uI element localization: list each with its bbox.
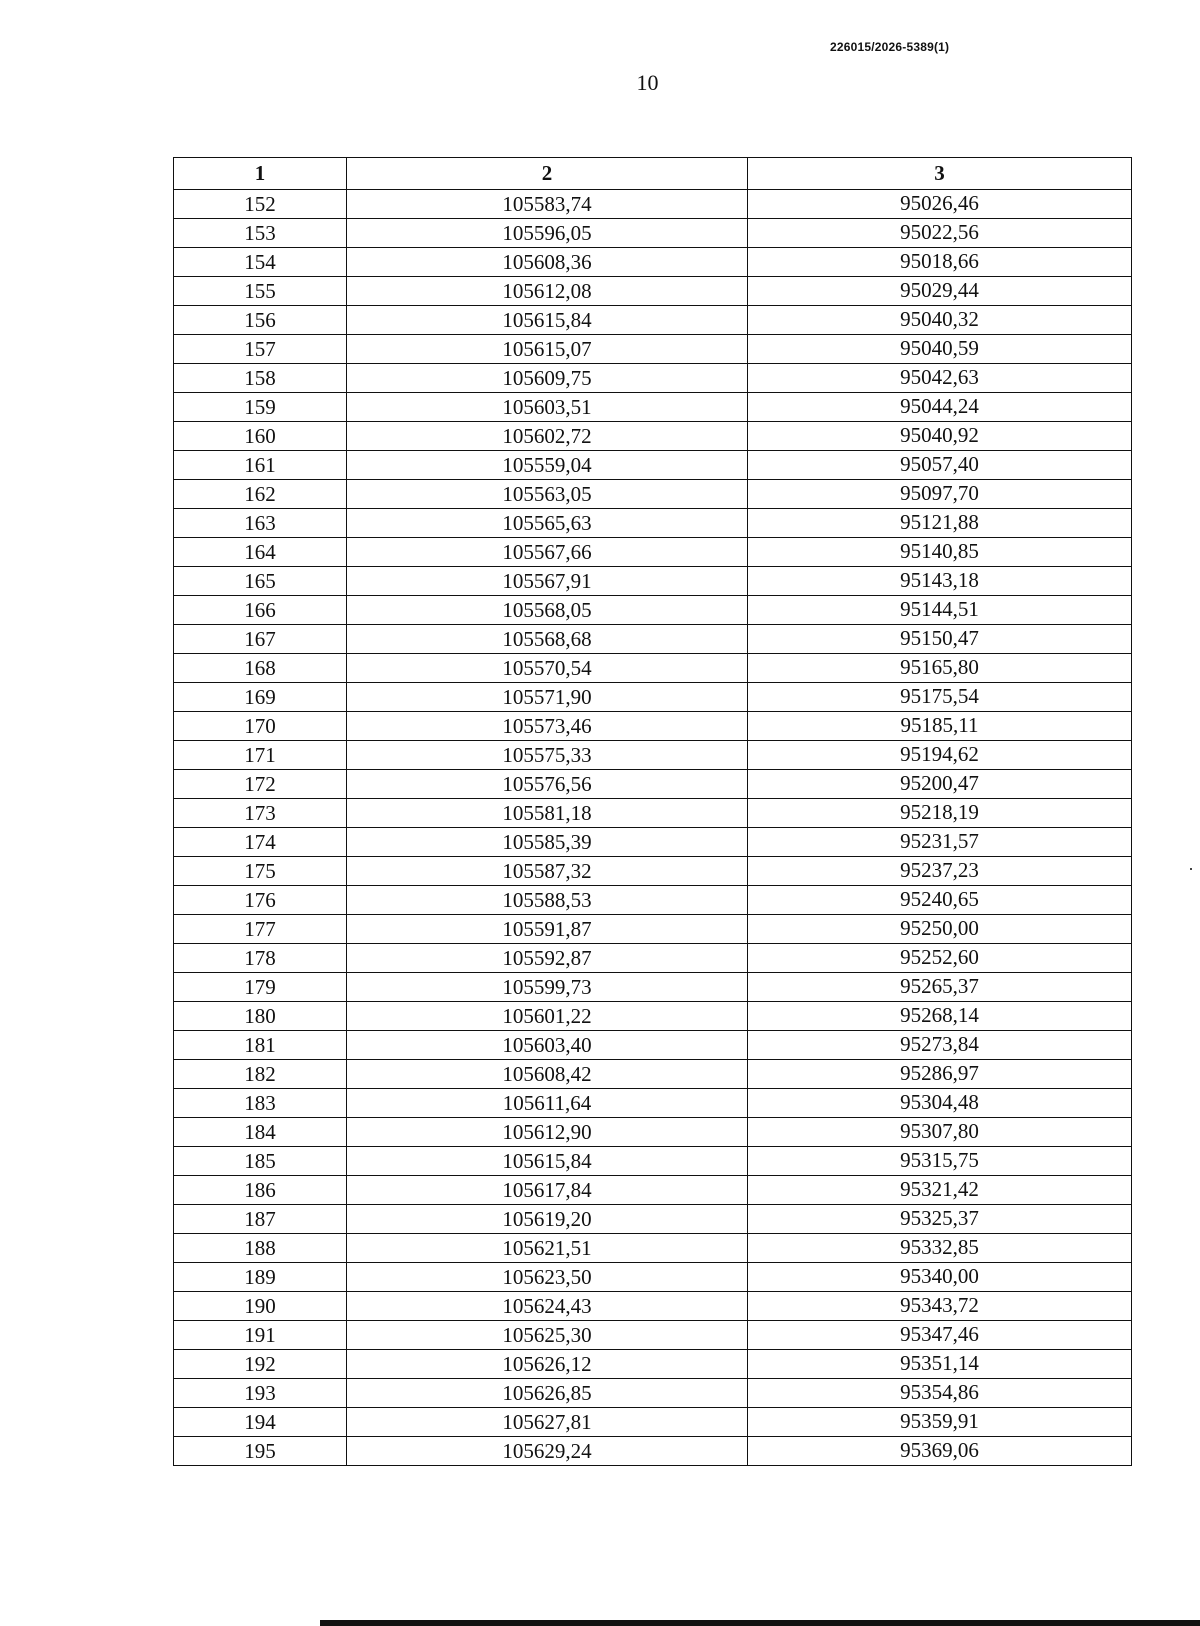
- table-row: [174, 1002, 1132, 1031]
- table-cell-col-2: 105559,04: [347, 451, 748, 480]
- table-cell-col-2: 105601,22: [347, 1002, 748, 1031]
- column-header-2: 2: [347, 158, 748, 190]
- table-cell-col-1: 195: [174, 1437, 347, 1466]
- table-cell-col-3: 95140,85: [748, 538, 1132, 567]
- table-row: [174, 741, 1132, 770]
- table-cell-col-3: 95057,40: [748, 451, 1132, 480]
- table-cell-col-2: 105615,84: [347, 1147, 748, 1176]
- table-row: [174, 306, 1132, 335]
- table-cell-col-3: 95144,51: [748, 596, 1132, 625]
- table-cell-col-1: 156: [174, 306, 347, 335]
- table-cell-col-2: 105567,91: [347, 567, 748, 596]
- table-cell-col-2: 105612,08: [347, 277, 748, 306]
- table-cell-col-2: 105565,63: [347, 509, 748, 538]
- table-cell-col-2: 105615,84: [347, 306, 748, 335]
- table-cell-col-2: 105603,40: [347, 1031, 748, 1060]
- table-cell-col-3: 95315,75: [748, 1147, 1132, 1176]
- table-row: [174, 190, 1132, 219]
- table-cell-col-3: 95143,18: [748, 567, 1132, 596]
- table-cell-col-3: 95351,14: [748, 1350, 1132, 1379]
- table-cell-col-1: 181: [174, 1031, 347, 1060]
- table-row: [174, 625, 1132, 654]
- table-cell-col-1: 186: [174, 1176, 347, 1205]
- table-cell-col-3: 95240,65: [748, 886, 1132, 915]
- table-row: [174, 1176, 1132, 1205]
- table-row: [174, 335, 1132, 364]
- table-cell-col-3: 95029,44: [748, 277, 1132, 306]
- table-cell-col-3: 95307,80: [748, 1118, 1132, 1147]
- table-cell-col-2: 105603,51: [347, 393, 748, 422]
- table-cell-col-1: 174: [174, 828, 347, 857]
- table-cell-col-2: 105599,73: [347, 973, 748, 1002]
- table-cell-col-2: 105611,64: [347, 1089, 748, 1118]
- table-row: [174, 654, 1132, 683]
- table-cell-col-2: 105624,43: [347, 1292, 748, 1321]
- table-cell-col-1: 185: [174, 1147, 347, 1176]
- table-cell-col-1: 178: [174, 944, 347, 973]
- document-id: 226015/2026-5389(1): [830, 40, 950, 54]
- table-row: [174, 509, 1132, 538]
- table-cell-col-3: 95121,88: [748, 509, 1132, 538]
- table-cell-col-1: 166: [174, 596, 347, 625]
- table-cell-col-2: 105573,46: [347, 712, 748, 741]
- table-row: [174, 538, 1132, 567]
- table-cell-col-1: 193: [174, 1379, 347, 1408]
- table-row: [174, 248, 1132, 277]
- table-cell-col-2: 105587,32: [347, 857, 748, 886]
- table-row: [174, 219, 1132, 248]
- table-row: [174, 422, 1132, 451]
- table-cell-col-2: 105596,05: [347, 219, 748, 248]
- table-cell-col-3: 95343,72: [748, 1292, 1132, 1321]
- table-row: [174, 828, 1132, 857]
- table-cell-col-1: 165: [174, 567, 347, 596]
- table-cell-col-1: 152: [174, 190, 347, 219]
- table-cell-col-1: 194: [174, 1408, 347, 1437]
- table-cell-col-1: 183: [174, 1089, 347, 1118]
- table-cell-col-2: 105571,90: [347, 683, 748, 712]
- scan-speck: [1190, 868, 1192, 870]
- table-row: [174, 683, 1132, 712]
- table-cell-col-2: 105621,51: [347, 1234, 748, 1263]
- table-cell-col-3: 95150,47: [748, 625, 1132, 654]
- table-cell-col-2: 105627,81: [347, 1408, 748, 1437]
- table-cell-col-2: 105623,50: [347, 1263, 748, 1292]
- column-header-1: 1: [174, 158, 347, 190]
- table-cell-col-1: 175: [174, 857, 347, 886]
- table-cell-col-2: 105626,12: [347, 1350, 748, 1379]
- table-cell-col-3: 95022,56: [748, 219, 1132, 248]
- table-cell-col-1: 190: [174, 1292, 347, 1321]
- table-cell-col-3: 95304,48: [748, 1089, 1132, 1118]
- table-cell-col-1: 180: [174, 1002, 347, 1031]
- table-cell-col-2: 105608,36: [347, 248, 748, 277]
- table-cell-col-2: 105617,84: [347, 1176, 748, 1205]
- coordinates-table-container: [173, 157, 1131, 1466]
- table-row: [174, 1118, 1132, 1147]
- table-cell-col-1: 177: [174, 915, 347, 944]
- table-row: [174, 886, 1132, 915]
- table-cell-col-3: 95250,00: [748, 915, 1132, 944]
- table-cell-col-1: 163: [174, 509, 347, 538]
- table-cell-col-3: 95218,19: [748, 799, 1132, 828]
- table-cell-col-1: 162: [174, 480, 347, 509]
- table-row: [174, 1089, 1132, 1118]
- table-cell-col-2: 105629,24: [347, 1437, 748, 1466]
- table-cell-col-1: 179: [174, 973, 347, 1002]
- table-cell-col-3: 95252,60: [748, 944, 1132, 973]
- table-row: [174, 799, 1132, 828]
- table-row: [174, 567, 1132, 596]
- table-cell-col-2: 105588,53: [347, 886, 748, 915]
- table-cell-col-3: 95286,97: [748, 1060, 1132, 1089]
- table-cell-col-3: 95018,66: [748, 248, 1132, 277]
- table-cell-col-3: 95044,24: [748, 393, 1132, 422]
- table-cell-col-2: 105602,72: [347, 422, 748, 451]
- table-cell-col-1: 153: [174, 219, 347, 248]
- table-cell-col-1: 160: [174, 422, 347, 451]
- table-cell-col-2: 105568,68: [347, 625, 748, 654]
- table-cell-col-1: 176: [174, 886, 347, 915]
- table-cell-col-1: 167: [174, 625, 347, 654]
- coordinates-table: [173, 157, 1132, 1466]
- table-cell-col-1: 170: [174, 712, 347, 741]
- table-cell-col-1: 154: [174, 248, 347, 277]
- table-cell-col-3: 95026,46: [748, 190, 1132, 219]
- table-cell-col-1: 159: [174, 393, 347, 422]
- table-row: [174, 596, 1132, 625]
- table-cell-col-1: 171: [174, 741, 347, 770]
- table-cell-col-1: 172: [174, 770, 347, 799]
- table-cell-col-3: 95040,59: [748, 335, 1132, 364]
- table-row: [174, 1379, 1132, 1408]
- table-cell-col-2: 105567,66: [347, 538, 748, 567]
- table-cell-col-3: 95185,11: [748, 712, 1132, 741]
- table-cell-col-2: 105568,05: [347, 596, 748, 625]
- table-cell-col-3: 95369,06: [748, 1437, 1132, 1466]
- table-cell-col-3: 95273,84: [748, 1031, 1132, 1060]
- table-cell-col-2: 105575,33: [347, 741, 748, 770]
- table-cell-col-1: 191: [174, 1321, 347, 1350]
- table-row: [174, 364, 1132, 393]
- table-row: [174, 1408, 1132, 1437]
- table-cell-col-3: 95325,37: [748, 1205, 1132, 1234]
- table-cell-col-2: 105581,18: [347, 799, 748, 828]
- table-row: [174, 1060, 1132, 1089]
- table-cell-col-2: 105609,75: [347, 364, 748, 393]
- table-row: [174, 1437, 1132, 1466]
- table-cell-col-2: 105591,87: [347, 915, 748, 944]
- table-cell-col-3: 95042,63: [748, 364, 1132, 393]
- table-cell-col-2: 105592,87: [347, 944, 748, 973]
- table-cell-col-3: 95359,91: [748, 1408, 1132, 1437]
- table-cell-col-1: 182: [174, 1060, 347, 1089]
- table-cell-col-1: 169: [174, 683, 347, 712]
- table-row: [174, 393, 1132, 422]
- table-row: [174, 1350, 1132, 1379]
- table-row: [174, 1321, 1132, 1350]
- table-row: [174, 1031, 1132, 1060]
- table-row: [174, 915, 1132, 944]
- table-cell-col-2: 105570,54: [347, 654, 748, 683]
- column-header-3: 3: [748, 158, 1132, 190]
- table-body: [174, 190, 1132, 1466]
- table-row: [174, 1147, 1132, 1176]
- table-cell-col-3: 95040,32: [748, 306, 1132, 335]
- table-cell-col-1: 158: [174, 364, 347, 393]
- table-cell-col-3: 95321,42: [748, 1176, 1132, 1205]
- table-cell-col-2: 105608,42: [347, 1060, 748, 1089]
- bottom-scan-edge: [320, 1620, 1200, 1626]
- table-header-row: [174, 158, 1132, 190]
- table-cell-col-3: 95231,57: [748, 828, 1132, 857]
- table-row: [174, 1205, 1132, 1234]
- page-number: 10: [636, 70, 659, 95]
- table-cell-col-3: 95237,23: [748, 857, 1132, 886]
- table-cell-col-1: 173: [174, 799, 347, 828]
- table-cell-col-3: 95165,80: [748, 654, 1132, 683]
- table-cell-col-3: 95040,92: [748, 422, 1132, 451]
- table-cell-col-3: 95265,37: [748, 973, 1132, 1002]
- table-cell-col-3: 95332,85: [748, 1234, 1132, 1263]
- table-cell-col-3: 95194,62: [748, 741, 1132, 770]
- table-row: [174, 277, 1132, 306]
- table-cell-col-3: 95354,86: [748, 1379, 1132, 1408]
- table-row: [174, 1292, 1132, 1321]
- table-cell-col-1: 164: [174, 538, 347, 567]
- table-cell-col-3: 95097,70: [748, 480, 1132, 509]
- table-cell-col-1: 155: [174, 277, 347, 306]
- table-cell-col-2: 105563,05: [347, 480, 748, 509]
- table-row: [174, 451, 1132, 480]
- table-cell-col-3: 95340,00: [748, 1263, 1132, 1292]
- table-cell-col-2: 105576,56: [347, 770, 748, 799]
- table-cell-col-1: 189: [174, 1263, 347, 1292]
- table-cell-col-1: 168: [174, 654, 347, 683]
- table-row: [174, 944, 1132, 973]
- table-cell-col-3: 95200,47: [748, 770, 1132, 799]
- table-cell-col-2: 105612,90: [347, 1118, 748, 1147]
- table-cell-col-2: 105626,85: [347, 1379, 748, 1408]
- table-cell-col-1: 187: [174, 1205, 347, 1234]
- table-cell-col-2: 105615,07: [347, 335, 748, 364]
- table-row: [174, 770, 1132, 799]
- table-cell-col-1: 161: [174, 451, 347, 480]
- table-row: [174, 712, 1132, 741]
- table-row: [174, 1234, 1132, 1263]
- table-cell-col-3: 95175,54: [748, 683, 1132, 712]
- table-cell-col-2: 105619,20: [347, 1205, 748, 1234]
- table-row: [174, 973, 1132, 1002]
- table-cell-col-3: 95347,46: [748, 1321, 1132, 1350]
- table-cell-col-3: 95268,14: [748, 1002, 1132, 1031]
- table-cell-col-1: 157: [174, 335, 347, 364]
- table-row: [174, 1263, 1132, 1292]
- table-cell-col-1: 188: [174, 1234, 347, 1263]
- table-cell-col-1: 184: [174, 1118, 347, 1147]
- table-cell-col-1: 192: [174, 1350, 347, 1379]
- table-cell-col-2: 105625,30: [347, 1321, 748, 1350]
- table-row: [174, 857, 1132, 886]
- table-cell-col-2: 105585,39: [347, 828, 748, 857]
- table-cell-col-2: 105583,74: [347, 190, 748, 219]
- table-row: [174, 480, 1132, 509]
